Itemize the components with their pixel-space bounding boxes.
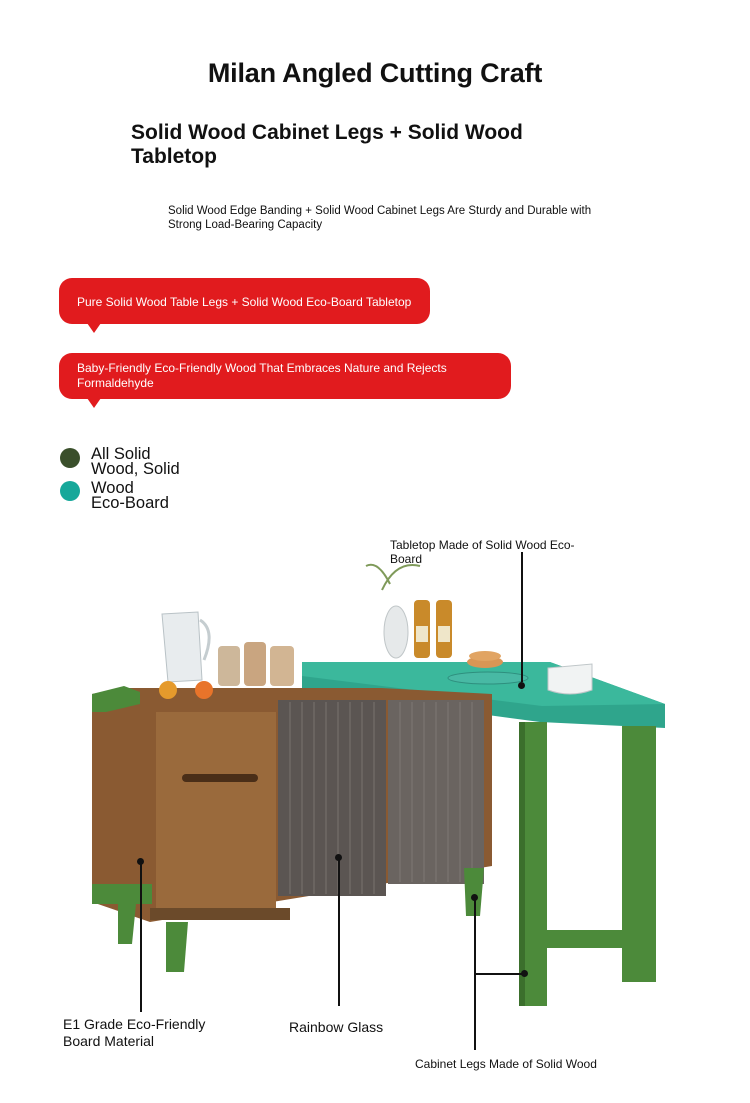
callout-text: Baby-Friendly Eco-Friendly Wood That Embraces Nature and Rejects Formaldehyde [77, 361, 447, 390]
annotation-board: E1 Grade Eco-Friendly Board Material [63, 1016, 206, 1049]
legend-line: All Solid [91, 445, 151, 463]
leader-dot-legs-end [521, 970, 528, 977]
legend-line: Wood [91, 479, 134, 497]
leader-dot-tabletop [518, 682, 525, 689]
callout-bubble-table-legs [59, 278, 430, 324]
legend-dot-solid-wood [60, 448, 80, 468]
callout-tail [87, 398, 101, 408]
annotation-tabletop: Tabletop Made of Solid Wood Eco-Board [390, 538, 575, 566]
annotation-glass: Rainbow Glass [289, 1019, 384, 1035]
annotation-legs: Cabinet Legs Made of Solid Wood [415, 1057, 597, 1071]
legend-line: Wood, Solid [91, 460, 180, 478]
subtitle: Solid Wood Cabinet Legs + Solid Wood Tabletop [131, 121, 523, 168]
legend-label-solid-wood [91, 447, 180, 477]
callout-text: Pure Solid Wood Table Legs + Solid Wood Eco-Board Tabletop [77, 295, 412, 309]
callout-tail [87, 323, 101, 333]
leader-line-legs-branch [474, 973, 524, 975]
furniture-illustration [0, 520, 750, 1020]
description-text: Solid Wood Edge Banding + Solid Wood Cabinet Legs Are Sturdy and Durable with Strong Load-Bearing Capacity [168, 205, 592, 231]
leader-line-glass [338, 858, 340, 1006]
callout-bubble-eco-wood [59, 353, 511, 399]
leader-line-board [140, 862, 142, 1012]
leader-line-tabletop [521, 552, 523, 682]
legend-dot-eco-board [60, 481, 80, 501]
page-title: Milan Angled Cutting Craft [207, 58, 543, 88]
legend-line: Eco-Board [91, 494, 169, 512]
legend-label-eco-board [91, 481, 169, 511]
